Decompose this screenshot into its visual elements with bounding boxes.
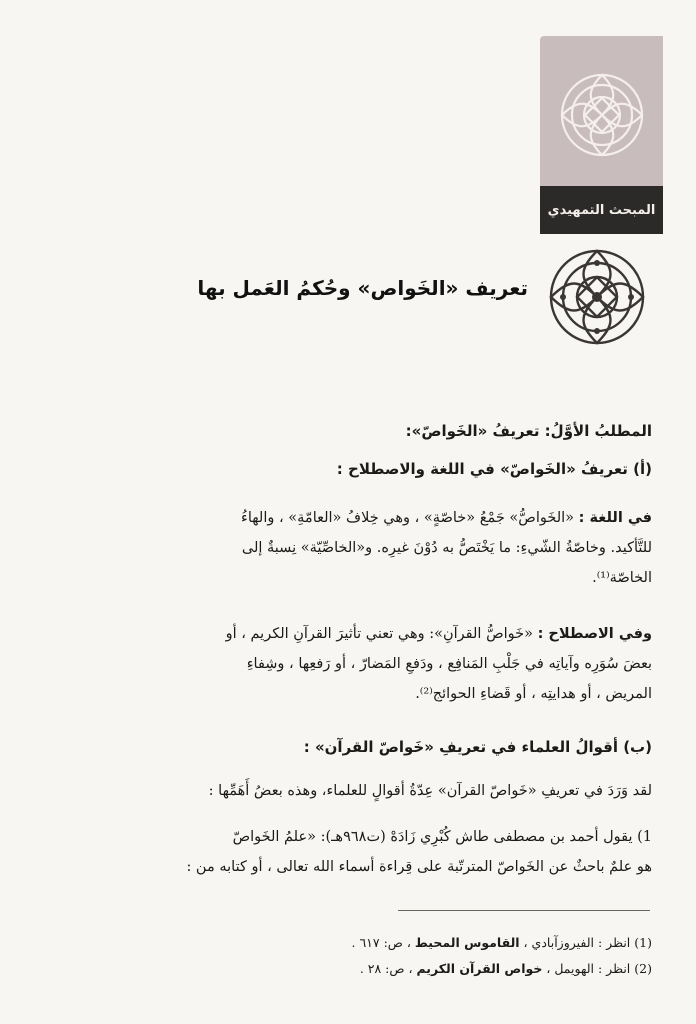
intro-line: لقد وَرَدَ في تعريفِ «خَواصّ القرآن» عِدّةُ أقوالٍ للعلماء، وهذه بعضُ أَهَمِّها : (208, 783, 652, 799)
lead-label: وفي الاصطلاح : (537, 626, 652, 642)
footnote-number: (1) (634, 935, 652, 950)
technical-definition-paragraph (46, 619, 652, 709)
ornament-tab (540, 36, 663, 186)
page-title: تعريف «الخَواص» وحُكمُ العَمل بها (197, 276, 528, 300)
chapter-label: المبحث التمهيدي (540, 186, 663, 234)
lead-label: في اللغة : (578, 510, 652, 526)
footnote-book-title: خواص القرآن الكريم (416, 961, 543, 976)
text-line: بعضَ سُوَرِه وآياتِه في جَلْبِ المَنافِع ، ودَفعِ المَضارّ ، أو رَفعِها ، وشِفاءِ (246, 656, 652, 672)
footnote-page: ، ص: ٦١٧ . (351, 935, 415, 950)
paragraph-line (46, 619, 652, 649)
arabesque-ornament-icon (545, 245, 649, 349)
footnote-book-title: القاموس المحيط (414, 935, 520, 950)
footnote-divider (398, 910, 650, 911)
text-line: الخاصّة⁽¹⁾. (592, 570, 652, 586)
arabesque-ornament-icon (557, 70, 647, 160)
text-line: «الخَواصُّ» جَمْعُ «خاصّةٍ» ، وهي خِلافُ «العامّةِ» ، والهاءُ (241, 510, 575, 526)
footnote-number: (2) (634, 961, 652, 976)
footnote (46, 932, 652, 954)
text-line: للتَّأكيد. وخاصّةُ الشّيءِ: ما يَخْتَصُّ به دُوْنَ غيرِه. و«الخاصِّيّة» نِسبةٌ إلى (241, 540, 652, 556)
footnote-page: ، ص: ٢٨ . (359, 961, 417, 976)
language-definition-paragraph (46, 503, 652, 593)
subsection-a-heading: (أ) تعريفُ «الخَواصّ» في اللغة والاصطلاح : (336, 460, 652, 478)
text-line: المريض ، أو هدايتِه ، أو قَضاءِ الحوائج⁽²⁾. (415, 686, 652, 702)
text-line: هو علمٌ باحثٌ عن الخَواصّ المترتّبة على قِراءة أسماء الله تعالى ، أو كتابه من : (186, 859, 652, 875)
subsection-b-heading: (ب) أقوالُ العلماء في تعريفِ «خَواصّ القرآن» : (303, 738, 652, 756)
section-heading: المطلبُ الأوَّلُ: تعريفُ «الخَواصّ»: (405, 422, 652, 440)
text-line: «خَواصُّ القرآنِ»: وهي تعني تأثيرَ القرآنِ الكريم ، أو (225, 626, 533, 642)
footnote-text: انظر : الفيروزآبادي ، (519, 935, 631, 950)
quote-paragraph (46, 822, 652, 882)
paragraph-line (46, 503, 652, 533)
text-line: 1) يقول أحمد بن مصطفى طاش كُبْرِي زَادَهْ (ت٩٦٨هـ): «علمُ الخَواصّ (232, 829, 652, 845)
footnote-text: انظر : الهويمل ، (542, 961, 631, 976)
footnote (46, 958, 652, 980)
